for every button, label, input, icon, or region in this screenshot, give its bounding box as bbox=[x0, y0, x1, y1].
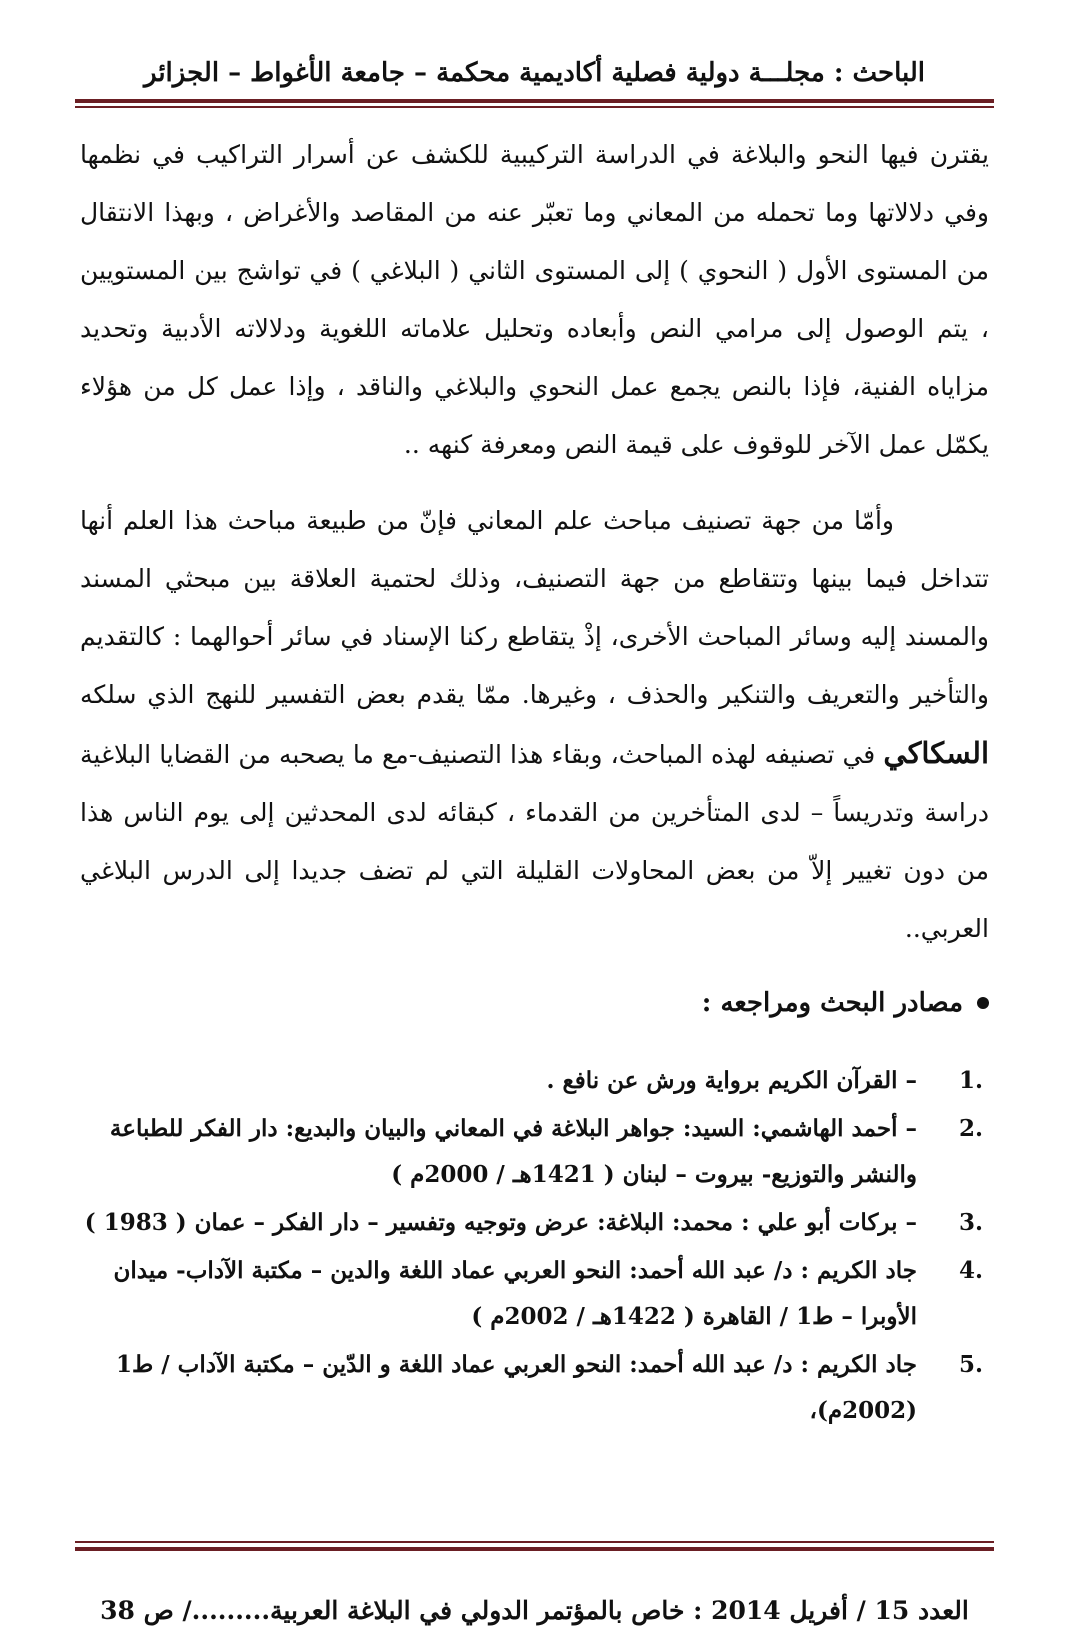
reference-number: .3 bbox=[958, 1209, 983, 1236]
reference-number: .4 bbox=[958, 1257, 983, 1284]
header-rule-thin bbox=[75, 106, 994, 108]
footer-rule-thin bbox=[75, 1541, 994, 1543]
reference-item bbox=[80, 1342, 989, 1434]
paragraph-2-text-start: وأمّا من جهة تصنيف مباحث علم المعاني فإنّ من طبيعة مباحث هذا العلم أنها تتداخل فيما بينها وتتقاطع من جهة التصنيف، وذلك لحتمية العلاقة بين مبحثي المسند والمسند إليه وسائر المباحث الأخرى، إذْ يتقاطع ركنا الإسناد في سائر أحوالهما : كالتقديم والتأخير والتعريف والتنكير والحذف ، وغيرها. ممّا يقدم بعض التفسير للنهج الذي سلكه bbox=[80, 506, 989, 709]
reference-number: .5 bbox=[958, 1351, 983, 1378]
reference-text: – بركات أبو علي : محمد: البلاغة: عرض وتوجيه وتفسير – دار الفكر – عمان ( 1983 ) bbox=[84, 1209, 917, 1236]
reference-item bbox=[80, 1106, 989, 1198]
paragraph-2-text-end: في تصنيفه لهذه المباحث، وبقاء هذا التصنيف-مع ما يصحبه من القضايا البلاغية دراسة وتدريساً – لدى المتأخرين من القدماء ، كبقائه لدى المحدثين إلى يوم الناس هذا من دون تغيير إلاّ من بعض المحاولات القليلة التي لم تضف جديدا إلى الدرس البلاغي العربي.. bbox=[80, 740, 989, 943]
reference-text: جاد الكريم : د/ عبد الله أحمد: النحو العربي عماد اللغة والدين – مكتبة الآداب- ميدان الأوبرا – ط1 / القاهرة ( 1422هـ / 2002م ) bbox=[113, 1257, 917, 1330]
reference-item bbox=[80, 1058, 989, 1104]
reference-text: جاد الكريم : د/ عبد الله أحمد: النحو العربي عماد اللغة و الدّين – مكتبة الآداب / ط1 (2002م)، bbox=[115, 1351, 917, 1424]
body-paragraph-1: يقترن فيها النحو والبلاغة في الدراسة التركيبية للكشف عن أسرار التراكيب في نظمها وفي دلالاتها وما تحمله من المعاني وما تعبّر عنه من المقاصد والأغراض ، وبهذا الانتقال من المستوى الأول ( النحوي ) إلى المستوى الثاني ( البلاغي ) في تواشج بين المستويين ، يتم الوصول إلى مرامي النص وأبعاده وتحليل علاماته اللغوية ودلالاته الأدبية وتحديد مزاياه الفنية، فإذا بالنص يجمع عمل النحوي والبلاغي والناقد ، وإذا عمل كل من هؤلاء يكمّل عمل الآخر للوقوف على قيمة النص ومعرفة كنهه .. bbox=[80, 140, 989, 459]
footer-rule-thick bbox=[75, 1547, 994, 1551]
reference-number: .2 bbox=[958, 1115, 983, 1142]
bullet-icon bbox=[977, 997, 989, 1009]
reference-text: – القرآن الكريم برواية ورش عن نافع . bbox=[546, 1067, 917, 1094]
references-heading-label: مصادر البحث ومراجعه : bbox=[701, 988, 963, 1018]
body-paragraph-2 bbox=[80, 492, 989, 958]
references-heading bbox=[702, 988, 989, 1018]
reference-number: .1 bbox=[958, 1067, 983, 1094]
reference-item bbox=[80, 1248, 989, 1340]
reference-text: – أحمد الهاشمي: السيد: جواهر البلاغة في المعاني والبيان والبديع: دار الفكر للطباعة والنشر والتوزيع- بيروت – لبنان ( 1421هـ / 2000م ) bbox=[109, 1115, 917, 1188]
page-footer: العدد 15 / أفريل 2014 : خاص بالمؤتمر الدولي في البلاغة العربية........./ ص 38 bbox=[100, 1596, 969, 1625]
running-header: الباحث : مجلـــة دولية فصلية أكاديمية محكمة – جامعة الأغواط – الجزائر bbox=[143, 58, 926, 88]
references-list bbox=[80, 1058, 989, 1436]
reference-item bbox=[80, 1200, 989, 1246]
header-rule-thick bbox=[75, 99, 994, 103]
emphasized-name: السكاكي bbox=[883, 736, 989, 770]
